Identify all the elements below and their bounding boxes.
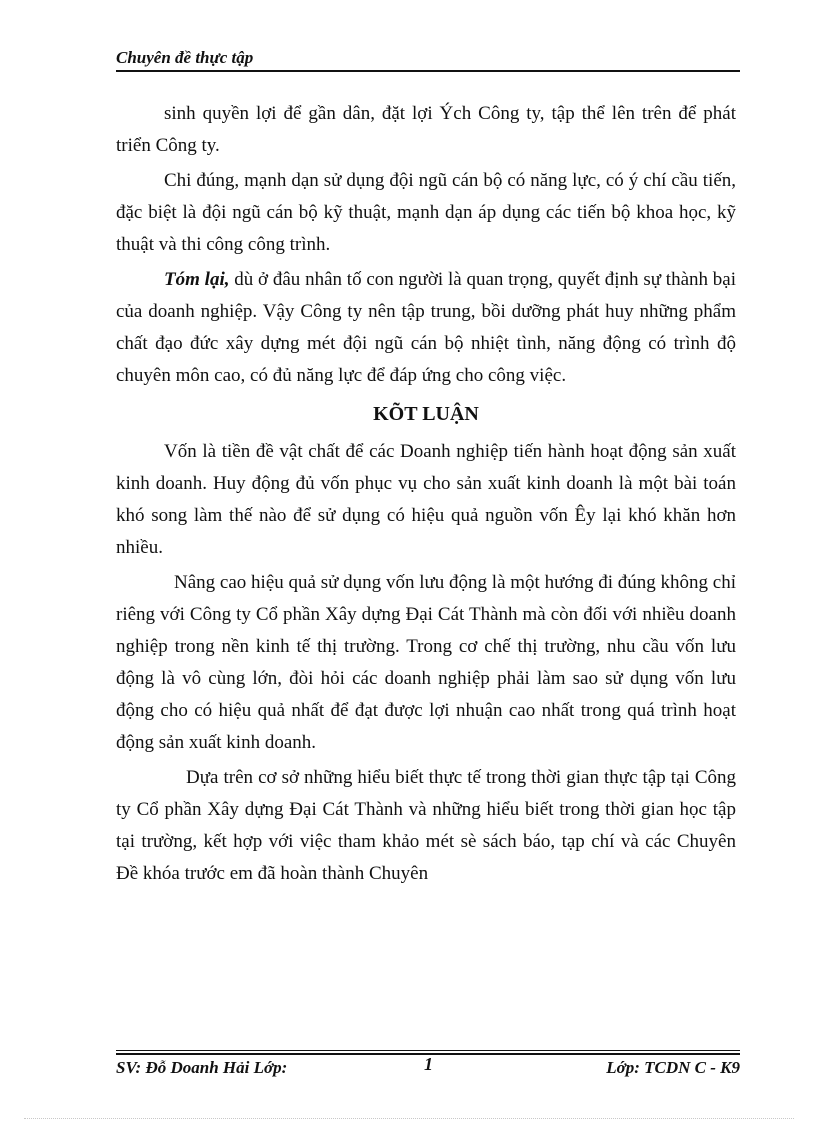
- document-body: [116, 98, 736, 893]
- page-header: [116, 48, 740, 72]
- paragraph-text: dù ở đâu nhân tố con người là quan trọng, quyết định sự thành bại của doanh nghiệp. Vậy Công ty nên tập trung, bồi dưỡng phát huy những phẩm chất đạo đức xây dựng mét đội ngũ cán bộ nhiệt tình, năng động có trình độ chuyên môn cao, có đủ năng lực để đáp ứng cho công việc.: [116, 269, 737, 386]
- page-number: 1: [424, 1054, 433, 1074]
- footer-student: SV: Đỗ Doanh Hải Lớp:: [116, 1058, 288, 1077]
- paragraph: sinh quyền lợi để gần dân, đặt lợi Ých Công ty, tập thể lên trên để phát triển Công ty.: [116, 103, 736, 156]
- paragraph: Vốn là tiền đề vật chất để các Doanh nghiệp tiến hành hoạt động sản xuất kinh doanh. Huy động đủ vốn phục vụ cho sản xuất kinh doanh là một bài toán khó song làm thế nào để sử dụng có hiệu quả nguồn vốn Êy lại khó khăn hơn nhiều.: [116, 441, 736, 558]
- page-footer: [116, 1054, 740, 1080]
- paragraph: Chi đúng, mạnh dạn sử dụng đội ngũ cán bộ có năng lực, có ý chí cầu tiến, đặc biệt là đội ngũ cán bộ kỹ thuật, mạnh dạn áp dụng các tiến bộ khoa học, kỹ thuật và thi công công trình.: [116, 170, 736, 255]
- section-heading: KÕT LUẬN: [373, 403, 479, 425]
- header-title: Chuyên đề thực tập: [116, 48, 254, 67]
- paragraph-lead: Tóm lại,: [164, 269, 230, 290]
- paragraph: Dựa trên cơ sở những hiểu biết thực tế trong thời gian thực tập tại Công ty Cổ phần Xây dựng Đại Cát Thành và những hiểu biết trong thời gian học tập tại trường, kết hợp với việc tham khảo mét sè sách báo, tạp chí và các Chuyên Đề khóa trước em đã hoàn thành Chuyên: [116, 767, 736, 884]
- page-edge-divider: [24, 1118, 794, 1119]
- footer-class: Lớp: TCDN C - K9: [606, 1058, 740, 1077]
- paragraph: [116, 264, 736, 392]
- paragraph: Nâng cao hiệu quả sử dụng vốn lưu động là một hướng đi đúng không chỉ riêng với Công ty Cổ phần Xây dựng Đại Cát Thành mà còn đối với nhiều doanh nghiệp trong nền kinh tế thị trường. Trong cơ chế thị trường, nhu cầu vốn lưu động là vô cùng lớn, đòi hỏi các doanh nghiệp phải làm sao sử dụng vốn lưu động cho có hiệu quả nhất để đạt được lợi nhuận cao nhất trong quá trình hoạt động sản xuất kinh doanh.: [116, 572, 736, 753]
- footer-divider: [116, 1050, 740, 1051]
